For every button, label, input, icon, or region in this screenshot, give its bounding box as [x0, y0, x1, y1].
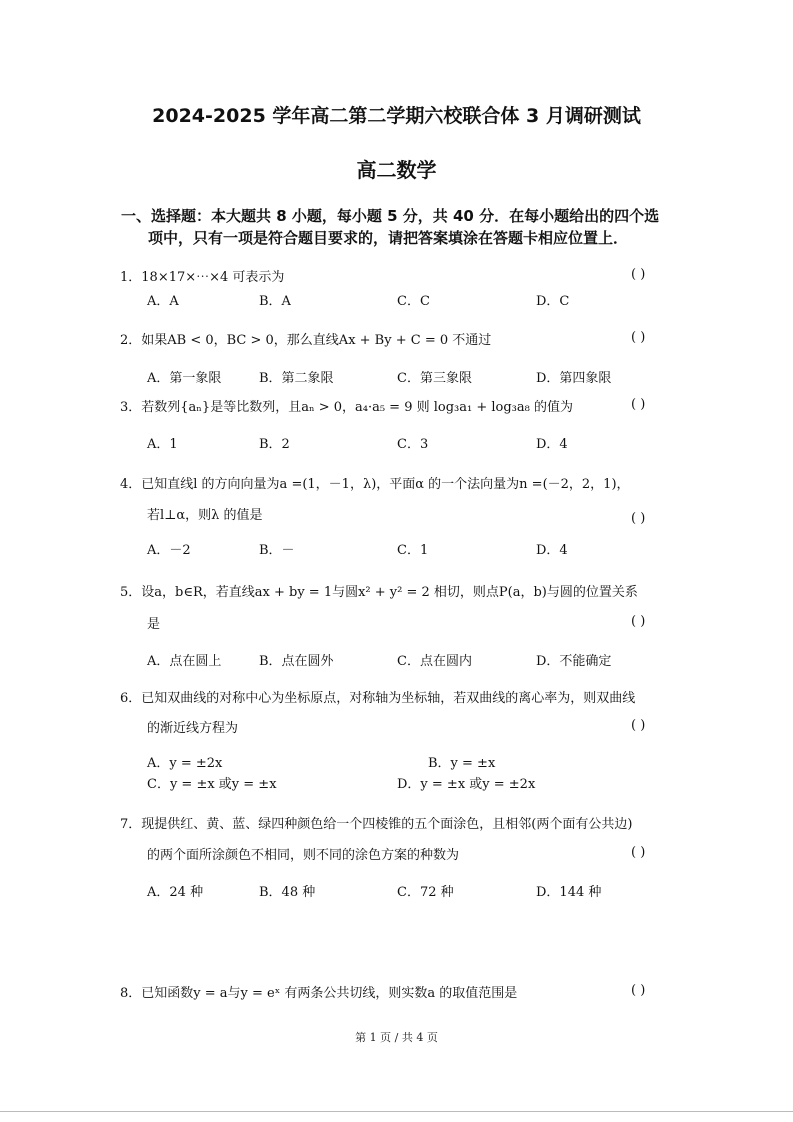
answer-paren: ( ) [631, 845, 646, 860]
section-heading-cont: 项中，只有一项是符合题目要求的，请把答案填涂在答题卡相应位置上． [148, 229, 629, 247]
question-1-stem: 1．18×17×⋯×4 可表示为 [120, 270, 285, 285]
question-7-stem-cont: 的两个面所涂颜色不相同，则不同的涂色方案的种数为 [147, 848, 460, 863]
question-7-stem: 7．现提供红、黄、蓝、绿四种颜色给一个四棱锥的五个面涂色，且相邻(两个面有公共边) [120, 817, 633, 832]
question-5-option-b: B．点在圆外 [259, 654, 334, 669]
answer-paren: ( ) [631, 511, 646, 526]
answer-paren: ( ) [631, 397, 646, 412]
page-footer: 第 1 页 / 共 4 页 [355, 1031, 438, 1044]
question-6-option-d: D．y = ±x 或y = ±2x [397, 777, 536, 792]
answer-paren: ( ) [631, 983, 646, 998]
page-bottom-divider [0, 1111, 793, 1112]
question-2-option-d: D．第四象限 [536, 371, 612, 386]
question-5-option-c: C．点在圆内 [397, 654, 472, 669]
question-2-option-b: B．第二象限 [259, 371, 334, 386]
question-7-option-b: B．48 种 [259, 885, 316, 900]
question-1-option-d: D．C [536, 294, 570, 309]
question-2-option-a: A．第一象限 [147, 371, 222, 386]
question-5-stem-cont: 是 [147, 617, 161, 632]
question-7-option-c: C．72 种 [397, 885, 454, 900]
question-2-option-c: C．第三象限 [397, 371, 472, 386]
question-4-option-a: A．－2 [147, 543, 191, 558]
section-heading: 一、选择题：本大题共 8 小题，每小题 5 分，共 40 分．在每小题给出的四个选 [121, 207, 660, 225]
question-4-option-d: D．4 [536, 543, 568, 558]
question-8-stem: 8．已知函数y = a与y = eˣ 有两条公共切线，则实数a 的取值范围是 [120, 986, 518, 1001]
question-3-option-c: C．3 [397, 437, 429, 452]
answer-paren: ( ) [631, 330, 646, 345]
question-2-stem: 2．如果AB < 0，BC > 0，那么直线Ax + By + C = 0 不通过 [120, 333, 492, 348]
question-4-option-c: C．1 [397, 543, 429, 558]
exam-title: 2024-2025 学年高二第二学期六校联合体 3 月调研测试 [152, 105, 641, 127]
question-3-option-d: D．4 [536, 437, 568, 452]
question-1-option-a: A．A [147, 294, 179, 309]
question-1-option-c: C．C [397, 294, 430, 309]
question-3-option-a: A．1 [147, 437, 178, 452]
question-6-option-c: C．y = ±x 或y = ±x [147, 777, 277, 792]
question-7-option-a: A．24 种 [147, 885, 204, 900]
question-3-stem: 3．若数列{aₙ}是等比数列，且aₙ > 0，a₄·a₅ = 9 则 log₃a₁ + log₃a₈ 的值为 [120, 400, 573, 415]
subject-title: 高二数学 [356, 158, 437, 182]
question-1-option-b: B．A [259, 294, 291, 309]
question-5-stem: 5．设a，b∈R，若直线ax + by = 1与圆x² + y² = 2 相切，则点P(a，b)与圆的位置关系 [120, 585, 638, 600]
question-4-stem: 4．已知直线l 的方向向量为a =(1，－1，λ)，平面α 的一个法向量为n =(－2，2，1)， [120, 477, 630, 492]
question-6-stem: 6．已知双曲线的对称中心为坐标原点，对称轴为坐标轴，若双曲线的离心率为，则双曲线 [120, 691, 636, 706]
question-7-option-d: D．144 种 [536, 885, 602, 900]
question-6-option-b: B．y = ±x [428, 756, 496, 771]
question-4-stem-cont: 若l⊥α，则λ 的值是 [147, 508, 263, 523]
question-6-stem-cont: 的渐近线方程为 [147, 721, 239, 736]
question-5-option-a: A．点在圆上 [147, 654, 222, 669]
question-3-option-b: B．2 [259, 437, 290, 452]
answer-paren: ( ) [631, 718, 646, 733]
answer-paren: ( ) [631, 614, 646, 629]
question-4-option-b: B．－ [259, 543, 295, 558]
question-5-option-d: D．不能确定 [536, 654, 612, 669]
question-6-option-a: A．y = ±2x [147, 756, 223, 771]
answer-paren: ( ) [631, 267, 646, 282]
